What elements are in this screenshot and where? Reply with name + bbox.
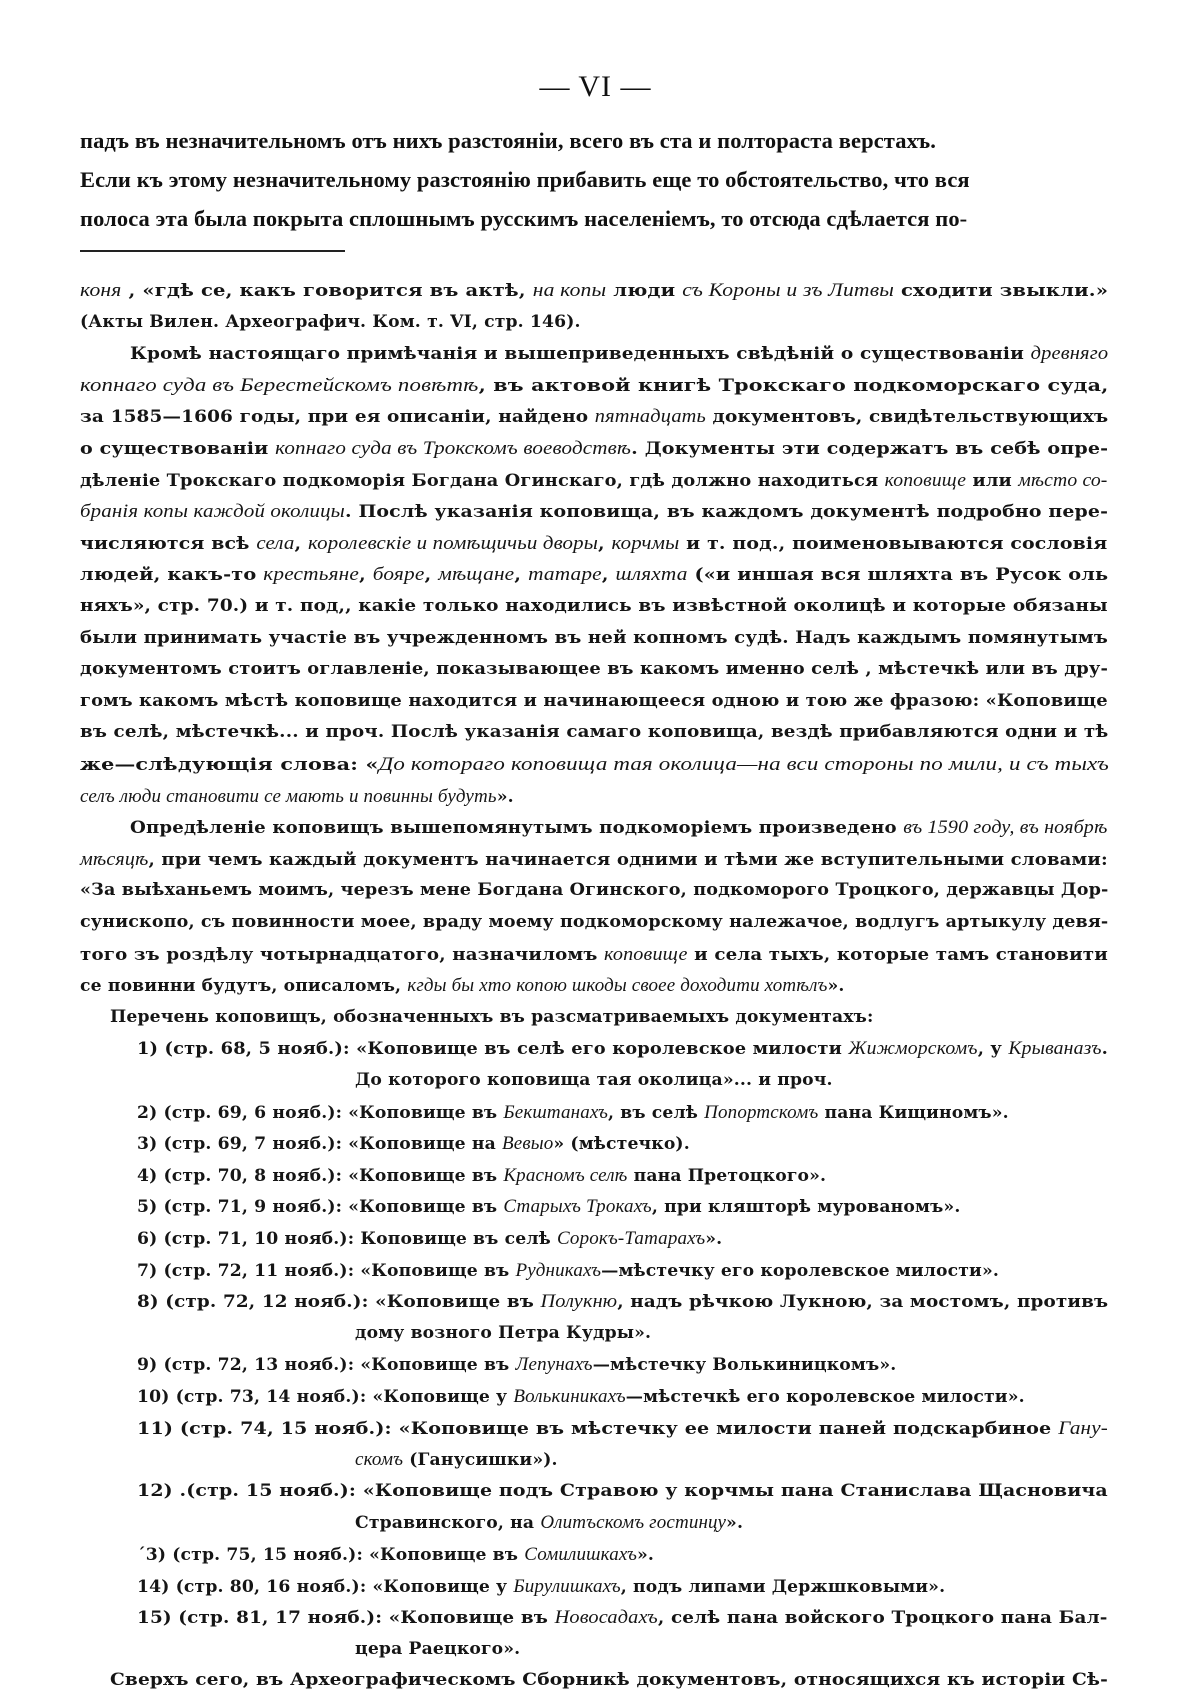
text: документомъ стоитъ оглавленіе, показывающее въ какомъ именно селѣ , мѣстечкѣ или въ дру-: [80, 659, 1109, 680]
italic-text: Гану-: [1058, 1417, 1108, 1439]
text: 10) (стр. 73, 14 нояб.):: [137, 1387, 373, 1407]
footnote-line: [80, 438, 1108, 460]
text: сунископо, съ повинности моее, враду моему подкоморскому належачое, водлугъ артыкулу девя-: [80, 912, 1109, 932]
italic-text: королевскіе и помѣщичьи дворы: [308, 532, 599, 554]
list-item: [137, 1165, 826, 1187]
text: 6) (стр. 71, 10 нояб.):: [137, 1229, 361, 1249]
list-item-continuation: [355, 1070, 833, 1090]
text: , надъ рѣчкою Лукною, за мостомъ, противъ: [617, 1292, 1109, 1313]
text: были принимать участіе въ учрежденномъ въ ней копномъ судѣ. Надъ каждымъ помянутымъ: [80, 627, 1108, 648]
text: , въ селѣ: [607, 1102, 705, 1123]
text: «Коповище въ: [348, 1197, 504, 1218]
list-item: [137, 1354, 896, 1376]
main-text-line: Если къ этому незначительному разстоянію прибавить еще то обстоятельство, что вся: [80, 167, 970, 192]
list-item: [137, 1607, 1107, 1629]
text: (Акты Вилен. Археографич. Ком. т. VI, стр. 146).: [80, 311, 581, 332]
footnote-line: [80, 912, 1108, 932]
italic-text: Рудникахъ: [515, 1259, 602, 1281]
footnote-line: [80, 975, 845, 997]
list-item-continuation: [355, 1512, 743, 1534]
list-item: [137, 1544, 654, 1566]
text: 2) (стр. 69, 6 нояб.):: [137, 1102, 349, 1123]
list-item: [137, 1291, 1108, 1313]
text: 4) (стр. 70, 8 нояб.):: [137, 1165, 349, 1186]
footnote-line: [80, 754, 1109, 776]
text: («и иншая вся шляхта въ Русок оль: [687, 565, 1109, 586]
italic-text: коповище: [604, 943, 688, 965]
footnote-line: [80, 944, 1108, 966]
italic-text: коповище: [884, 469, 967, 491]
list-item-continuation: [355, 1323, 651, 1343]
text: гомъ какомъ мѣстѣ коповище находится и начинающееся одною и тою же фразою: «Коповище: [80, 690, 1108, 711]
italic-text: Красномъ селѣ: [503, 1164, 628, 1186]
list-item: [137, 1418, 1108, 1440]
text: , въ актовой книгѣ Трокскаго подкоморскаго суда,: [478, 375, 1109, 396]
text: «Коповище въ: [375, 1292, 541, 1313]
footnote-line: [80, 596, 1108, 616]
italic-text: Бекштанахъ: [503, 1101, 608, 1123]
text: , селѣ пана войского Троцкого пана Бал-: [657, 1608, 1108, 1629]
italic-text: копнаго суда въ Берестейскомъ повѣтѣ: [80, 374, 479, 396]
text: (Ганусишки»).: [403, 1450, 558, 1471]
text: документовъ, свидѣтельствующихъ: [705, 407, 1109, 428]
text: 15) (стр. 81, 17 нояб.):: [137, 1608, 389, 1629]
italic-text: въ 1590 году, въ ноябрѣ: [903, 817, 1108, 839]
footnote-line: [80, 628, 1108, 648]
italic-text: Сорокъ-Татарахъ: [556, 1228, 706, 1249]
list-item: [137, 1260, 999, 1282]
italic-text: копнаго суда въ Трокскомъ воеводствѣ: [275, 438, 632, 459]
footnote-line: [80, 312, 581, 332]
italic-text: мѣсто со-: [1018, 469, 1108, 491]
closing-line: [110, 1670, 1108, 1690]
text: дому возного Петра Кудры».: [355, 1322, 652, 1343]
text: «Коповище въ: [388, 1608, 555, 1629]
text: 5) (стр. 71, 9 нояб.):: [137, 1197, 349, 1218]
italic-text: мѣщане: [438, 564, 515, 586]
footnote-separator-rule: [80, 250, 345, 252]
text: «Коповище въ: [369, 1545, 525, 1565]
text: въ селѣ, мѣстечкѣ... и проч. Послѣ указанія самаго коповища, вездѣ прибавляются одни и тѣ: [80, 722, 1109, 743]
italic-text: древняго: [1030, 343, 1109, 365]
italic-text: Жижморскомъ: [848, 1038, 978, 1060]
text: дѣленіе Трокскаго подкоморія Богдана Огинскаго, гдѣ должно находиться: [80, 470, 885, 491]
text: о существованіи: [80, 439, 276, 459]
text: » (мѣстечко).: [553, 1134, 690, 1155]
italic-text: бранія копы каждой околицы: [80, 501, 345, 523]
footnote-line: [80, 849, 1108, 871]
list-item-continuation: [355, 1449, 558, 1471]
text: и т. под., поименовываются сословія: [679, 533, 1108, 554]
footnote-line: [80, 501, 1108, 523]
text: 9) (стр. 72, 13 нояб.):: [137, 1355, 361, 1376]
text: «Коповище въ селѣ его королевское милости: [356, 1039, 849, 1060]
text: сходити звыкли.»: [894, 281, 1109, 301]
text: 11) (стр. 74, 15 нояб.):: [137, 1418, 399, 1439]
footnote-line: [80, 470, 1108, 492]
italic-text: мѣсяцѣ: [80, 848, 149, 870]
text: .: [1101, 1039, 1108, 1060]
italic-text: шляхта: [615, 564, 688, 586]
italic-text: татаре: [528, 564, 602, 586]
text: се повинни будутъ, описаломъ,: [80, 976, 408, 997]
list-item: [137, 1133, 690, 1155]
italic-text: крестьяне: [263, 564, 360, 586]
text: или: [966, 470, 1019, 491]
main-text-line: полоса эта была покрыта сплошнымъ русскимъ населеніемъ, то отсюда сдѣлается по-: [80, 206, 968, 231]
text: 12) .(стр. 15 нояб.):: [137, 1480, 363, 1501]
italic-text: скомъ: [355, 1449, 404, 1471]
text: 1) (стр. 68, 5 нояб.):: [137, 1039, 357, 1060]
text: Кромѣ настоящаго примѣчанія и вышеприведенныхъ свѣдѣній о существованіи: [130, 344, 1031, 365]
text: ».: [636, 1545, 654, 1565]
text: ,: [359, 565, 373, 586]
footnote-line: [80, 659, 1108, 679]
text: «Коповище въ: [348, 1102, 504, 1123]
list-item: [137, 1038, 1108, 1060]
text: «Коповище у: [372, 1387, 514, 1407]
text: 3) (стр. 69, 7 нояб.):: [137, 1134, 349, 1155]
text: 14) (стр. 80, 16 нояб.):: [137, 1576, 373, 1597]
italic-text: Полукню: [540, 1291, 618, 1313]
text: ,: [514, 565, 529, 586]
text: ,: [598, 533, 612, 554]
text: ´3) (стр. 75, 15 нояб.):: [137, 1545, 370, 1565]
list-item: [137, 1196, 960, 1218]
text: , при чемъ каждый документъ начинается одними и тѣми же вступительными словами:: [148, 849, 1108, 870]
italic-text: Волькиникахъ: [513, 1386, 626, 1407]
text: , у: [977, 1039, 1009, 1060]
text: ».: [496, 786, 514, 807]
italic-text: бояре: [372, 564, 425, 586]
text: 7) (стр. 72, 11 нояб.):: [137, 1260, 361, 1281]
list-item-continuation: [355, 1639, 520, 1659]
page-number-header: — VI —: [539, 70, 652, 103]
italic-text: коня: [80, 280, 122, 301]
text: Перечень коповищъ, обозначенныхъ въ разсматриваемыхъ документахъ:: [110, 1006, 874, 1027]
text: Опредѣленіе коповищъ вышепомянутымъ подкоморіемъ произведено: [130, 818, 904, 839]
footnote-line: [80, 375, 1108, 397]
italic-text: Олитъскомъ гостинцу: [540, 1512, 727, 1534]
footnote-line: [80, 564, 1108, 586]
text: «За выѣханьемъ моимъ, черезъ мене Богдана Огинского, подкоморого Троцкого, державцы Дор-: [80, 880, 1109, 901]
main-text-line: падъ въ незначительномъ отъ нихъ разстояніи, всего въ ста и полтораста верстахъ.: [80, 128, 936, 153]
italic-text: Бирулишкахъ: [513, 1575, 621, 1597]
text: Стравинского, на: [355, 1513, 541, 1534]
italic-text: кгды бы хто копою шкоды своее доходити хотѣлъ: [407, 975, 828, 997]
text: «Коповище въ: [348, 1165, 504, 1186]
footnote-line: [80, 406, 1108, 428]
italic-text: До котораго коповища тая околица—на вси стороны по мили, и съ тыхъ: [378, 754, 1109, 775]
list-item: [137, 1228, 722, 1250]
italic-text: Попортскомъ: [704, 1101, 819, 1123]
text: пана Кищиномъ».: [818, 1102, 1009, 1123]
footnote-line: [80, 691, 1108, 711]
list-item: [137, 1102, 1009, 1124]
italic-text: съ Короны и зъ Литвы: [682, 280, 895, 301]
text: «Коповище на: [348, 1134, 502, 1155]
list-item: [137, 1576, 945, 1598]
footnote-line: [80, 533, 1107, 555]
italic-text: селъ люди становити се мають и повинны будуть: [80, 785, 497, 807]
italic-text: Старыхъ Трокахъ: [503, 1196, 652, 1218]
text: —мѣстечку его королевское милости».: [601, 1260, 999, 1281]
text: «Коповище въ мѣстечку ее милости паней подскарбиное: [398, 1418, 1059, 1439]
footnote-line: [80, 880, 1108, 900]
text: , при кляшторѣ мурованомъ».: [651, 1197, 961, 1218]
text: Сверхъ сего, въ Археографическомъ Сборникѣ документовъ, относящихся къ исторіи Сѣ-: [110, 1670, 1108, 1690]
text: ».: [827, 976, 845, 997]
text: «Коповище въ: [360, 1260, 516, 1281]
italic-text: на копы: [532, 280, 607, 301]
text: Коповище въ селѣ: [360, 1229, 557, 1249]
text: 8) (стр. 72, 12 нояб.):: [137, 1292, 376, 1313]
text: «Коповище подъ Стравою у корчмы пана Станислава Щасновича: [362, 1480, 1108, 1501]
footnote-line: [80, 786, 514, 808]
text: того зъ роздѣлу чотырнадцатого, назначиломъ: [80, 944, 605, 965]
text: же—слѣдующія слова: «: [80, 755, 379, 775]
italic-text: пятнадцать: [594, 406, 706, 428]
text: «Коповище въ: [360, 1355, 516, 1376]
text: ».: [726, 1513, 744, 1534]
list-item: [137, 1386, 1025, 1408]
text: числяются всѣ: [80, 533, 257, 554]
text: за 1585—1606 годы, при ея описаніи, найдено: [80, 407, 595, 428]
footnote-line: [80, 280, 1108, 302]
text: , «гдѣ се, какъ говорится въ актѣ,: [121, 281, 533, 301]
list-intro: [110, 1007, 873, 1027]
footnote-line: [130, 817, 1108, 839]
text: ,: [424, 565, 439, 586]
list-item: [137, 1481, 1108, 1501]
italic-text: Вевыо: [502, 1133, 554, 1155]
text: ,: [294, 533, 309, 554]
text: цера Раецкого».: [355, 1638, 521, 1659]
text: «Коповище у: [372, 1576, 514, 1597]
text: . Документы эти содержатъ въ себѣ опре-: [631, 439, 1109, 459]
text: —мѣстечкѣ его королевское милости».: [625, 1387, 1025, 1407]
text: ».: [705, 1229, 723, 1249]
italic-text: Сомилишкахъ: [524, 1544, 637, 1565]
text: . Послѣ указанія коповища, въ каждомъ документѣ подробно пере-: [344, 502, 1109, 523]
text: и села тыхъ, которые тамъ становити: [687, 944, 1108, 965]
italic-text: Новосадахъ: [554, 1607, 658, 1629]
footnote-line: [130, 343, 1108, 365]
text: —мѣстечку Волькиницкомъ».: [592, 1355, 897, 1376]
text: ,: [601, 565, 616, 586]
text: , подъ липами Держшковыми».: [620, 1576, 946, 1597]
footnote-line: [80, 722, 1108, 742]
text: пана Претоцкого».: [627, 1165, 827, 1186]
italic-text: Крываназъ: [1008, 1038, 1102, 1060]
italic-text: Лепунахъ: [515, 1354, 593, 1376]
italic-text: корчмы: [611, 532, 680, 554]
italic-text: села: [256, 532, 295, 554]
text: людей, какъ-то: [80, 565, 264, 586]
text: До которого коповища тая околица»... и проч.: [355, 1070, 833, 1090]
text: няхъ», стр. 70.) и т. под,, какіе только находились въ извѣстной околицѣ и которые обязаны: [80, 596, 1108, 616]
text: люди: [606, 281, 683, 301]
